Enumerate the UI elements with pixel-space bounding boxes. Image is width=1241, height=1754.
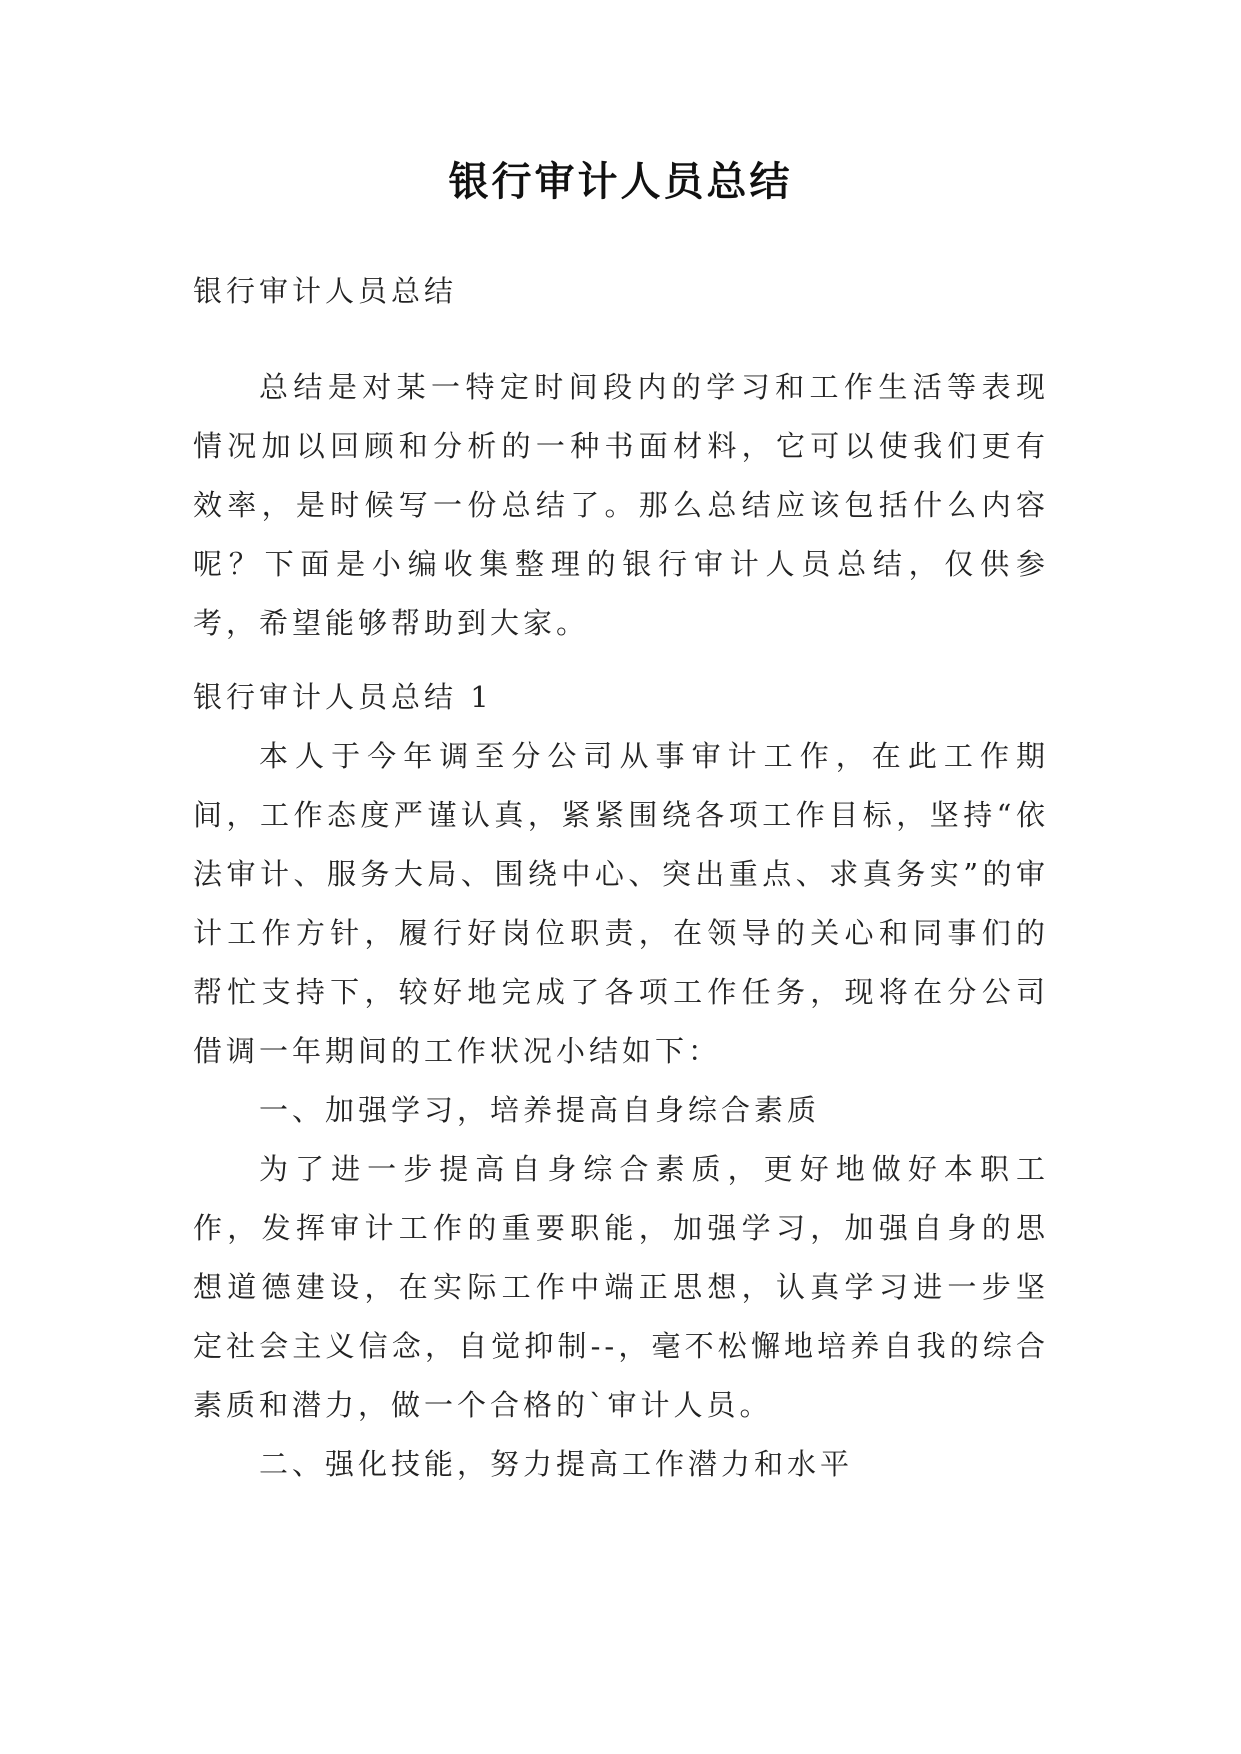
section-1 [193,668,1049,1494]
document-subtitle [193,262,1049,321]
document-title: 银行审计人员总结 [448,158,793,205]
point-1-paragraph: 为了进一步提高自身综合素质，更好地做好本职工作，发挥审计工作的重要职能，加强学习，加强自身的思想道德建设，在实际工作中端正思想，认真学习进一步坚定社会主义信念，自觉抑制--，毫不松懈地培养自我的综合素质和潜力，做一个合格的`审计人员。 [193,1152,1049,1422]
intro-paragraph: 总结是对某一特定时间段内的学习和工作生活等表现情况加以回顾和分析的一种书面材料，它可以使我们更有效率，是时候写一份总结了。那么总结应该包括什么内容呢？下面是小编收集整理的银行审计人员总结，仅供参考，希望能够帮助到大家。 [193,370,1049,640]
subtitle-text: 银行审计人员总结 [193,274,458,308]
intro-block [193,358,1049,653]
section-1-paragraph: 本人于今年调至分公司从事审计工作，在此工作期间，工作态度严谨认真，紧紧围绕各项工作目标，坚持“依法审计、服务大局、围绕中心、突出重点、求真务实”的审计工作方针，履行好岗位职责，在领导的关心和同事们的帮忙支持下，较好地完成了各项工作任务，现将在分公司借调一年期间的工作状况小结如下： [193,739,1049,1068]
point-2-heading: 二、强化技能，努力提高工作潜力和水平 [259,1447,854,1481]
section-1-heading: 银行审计人员总结 1 [193,680,493,714]
point-1-heading: 一、加强学习，培养提高自身综合素质 [259,1093,821,1127]
